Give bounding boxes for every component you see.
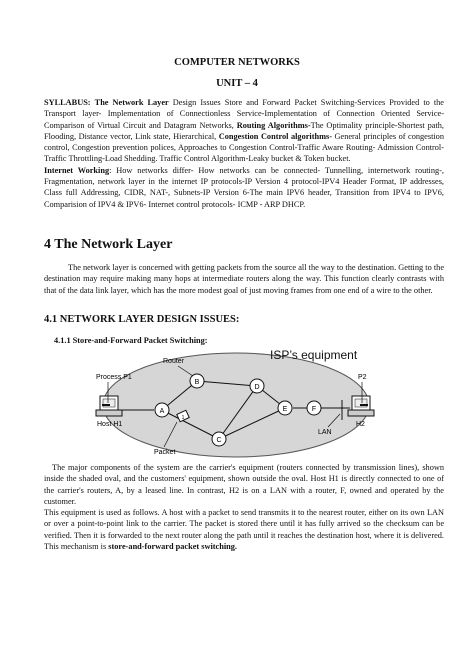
syllabus-text-1: Design Issues Store and Forward Packet Switching-Services Provided to the Transport layer- Implementation of Connectionless Service-Implementation of Connection Oriented Service- Comparison of Virtual Circuit and Datagram Networks, <box>44 98 444 130</box>
body-text <box>44 462 444 552</box>
host-h1-label: Host H1 <box>97 421 123 428</box>
lan-label: LAN <box>318 429 332 436</box>
subsection-heading: 4.1 NETWORK LAYER DESIGN ISSUES: <box>44 314 240 325</box>
router-a-label: A <box>159 408 165 415</box>
host-h1-computer-icon <box>96 396 122 416</box>
router-b <box>190 374 204 388</box>
process-p1-label: Process P1 <box>96 374 132 381</box>
packet-label: Packet <box>154 449 176 456</box>
syllabus-label: SYLLABUS: <box>44 98 91 107</box>
router-label: Router <box>163 358 185 365</box>
syllabus-bold-routing: Routing Algorithms- <box>236 120 311 130</box>
syllabus-text-2: The Optimality principle-Shortest path, Flooding, Distance vector, Link state, Hierarchical, <box>44 120 444 141</box>
intro-text: The network layer is concerned with getting packets from the source all the way to the destination. Getting to the destination may require making many hops at intermediate routers along the way. This function clearly contrasts with that of the data link layer, which has the more modest goal of just moving frames from one end of a wire to the other. <box>44 263 444 295</box>
usage-paragraph <box>44 507 444 552</box>
router-d-label: D <box>254 384 260 391</box>
syllabus-text-3: General principles of congestion control, Congestion prevention polices, Approaches to Congestion Control-Traffic Aware Routing- Admission Control-Traffic Throttling-Load Shedding. Traffic Control Algorithm-Leaky bucket & Token bucket. <box>44 131 444 164</box>
router-a <box>155 403 169 417</box>
isp-oval <box>103 353 369 457</box>
subsubsection-heading: 4.1.1 Store-and-Forward Packet Switching: <box>54 336 208 345</box>
router-e-label: E <box>282 406 288 413</box>
syllabus-bold-network-layer: The Network Layer <box>94 98 169 107</box>
intro-paragraph <box>44 262 444 296</box>
syllabus-paragraph <box>44 97 444 210</box>
section-heading: 4 The Network Layer <box>44 237 173 252</box>
unit-heading: UNIT – 4 <box>216 78 258 89</box>
isp-label: ISP’s equipment <box>270 348 358 362</box>
syllabus-text-4: : How networks differ- How networks can be connected- Tunnelling, internetwork routing-, Fragmentation, network layer in the internet IP protocols-IP Version 4 protocol-IPV4 Header Format, IP addresses, Class full Addressing, CIDR, NAT-, Subnets-IP Version 6-The main IPV6 header, Transition from IPV4 to IPV6, Comparision of IPV4 & IPV6- Internet control protocols- ICMP - ARP DHCP. <box>44 165 444 209</box>
router-e <box>278 401 292 415</box>
router-c <box>212 432 226 446</box>
router-c-label: C <box>216 437 222 444</box>
components-paragraph: The major components of the system are the carrier's equipment (routers connected by transmission lines), shown inside the shaded oval, and the customers' equipment, shown outside the oval. Host H1 is directly connected to one of the carrier's routers, A, by a leased line. In contrast, H2 is on a LAN with a router, F, owned and operated by the customer. <box>44 463 444 506</box>
router-f <box>307 401 321 415</box>
router-d <box>250 379 264 393</box>
store-forward-diagram <box>60 344 420 460</box>
host-h2-computer-icon <box>348 396 374 416</box>
syllabus-bold-internet-working: Internet Working <box>44 165 110 175</box>
usage-text: This equipment is used as follows. A host with a packet to send transmits it to the nearest router, either on its own LAN or over a point-to-point link to the carrier. The packet is stored there until it has fully arrived so the checksum can be verified. Then it is forwarded to the next router along the path until it reaches the destination host, where it is delivered. This mechanism is <box>44 508 444 552</box>
p2-label: P2 <box>358 374 367 381</box>
router-f-label: F <box>311 406 317 413</box>
router-b-label: B <box>194 379 200 386</box>
packet-number: 1 <box>181 415 185 421</box>
host-h2-label: H2 <box>356 421 365 428</box>
document-title: COMPUTER NETWORKS <box>174 57 300 68</box>
syllabus-bold-congestion: Congestion Control algorithms- <box>218 131 333 141</box>
store-forward-term: store-and-forward packet switching. <box>108 542 237 552</box>
